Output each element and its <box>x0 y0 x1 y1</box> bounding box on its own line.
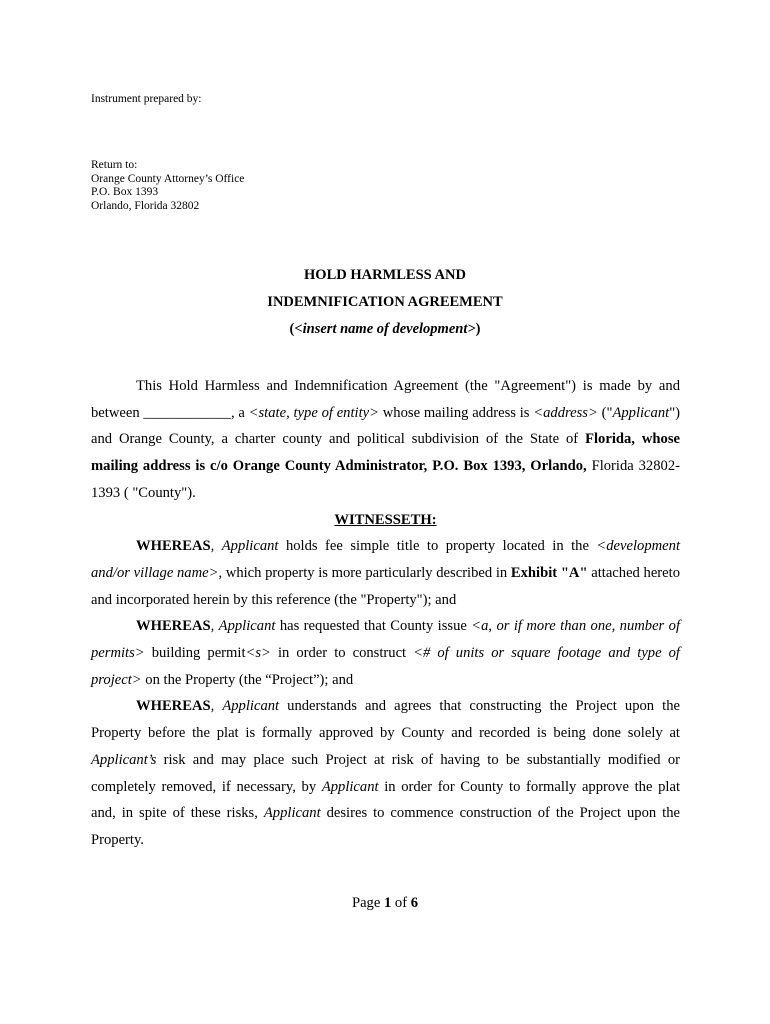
agreement-title-development <box>0 321 770 338</box>
return-to-block <box>91 159 244 214</box>
intro-paragraph: This Hold Harmless and Indemnification Agreement (the "Agreement") is made by and between ____________, a <state, type of entity> whose mailing address is <address> ("Applicant") and Orange County, a charter county and political subdivision of the State of Florida, whose mailing address is c/o Orange County Administrator, P.O. Box 1393, Orlando, Florida 32802-1393 ( "County"). <box>91 378 681 501</box>
witnesseth-heading: WITNESSETH: <box>334 511 437 528</box>
agreement-title-line1: HOLD HARMLESS AND <box>304 267 466 283</box>
agreement-title-line2: INDEMNIFICATION AGREEMENT <box>267 294 503 310</box>
paren-open: ( <box>289 321 295 337</box>
return-to-line3: Orlando, Florida 32802 <box>91 200 200 213</box>
development-placeholder: <insert name of development> <box>294 321 476 337</box>
whereas-paragraph-3: WHEREAS, Applicant understands and agrees that constructing the Project upon the Property before the plat is formally approved by County and recorded is being done solely at Applicant’s risk and may place such Project at risk of having to be substantially modified or completely removed, if necessary, by Applicant in order for County to formally approve the plat and, in spite of these risks, Applicant desires to commence construction of the Project upon the Property. <box>91 698 681 848</box>
return-to-label: Return to: <box>91 159 138 171</box>
whereas-paragraph-2: WHEREAS, Applicant has requested that County issue <a, or if more than one, number of permits> building permit<s> in order to construct <# of units or square footage and type of project> on the Property (the “Project”); and <box>91 618 680 688</box>
agreement-body <box>91 373 680 854</box>
instrument-prepared-by: Instrument prepared by: <box>91 93 202 105</box>
return-to-line2: P.O. Box 1393 <box>91 186 159 199</box>
page-number: Page 1 of 6 <box>351 895 419 911</box>
paren-close: ) <box>475 321 481 337</box>
whereas-paragraph-1: WHEREAS, Applicant holds fee simple title to property located in the <development and/or village name>, which property is more particularly described in Exhibit "A" attached hereto and incorporated herein by this reference (the "Property"); and <box>91 538 680 608</box>
return-to-line1: Orange County Attorney’s Office <box>91 172 245 185</box>
